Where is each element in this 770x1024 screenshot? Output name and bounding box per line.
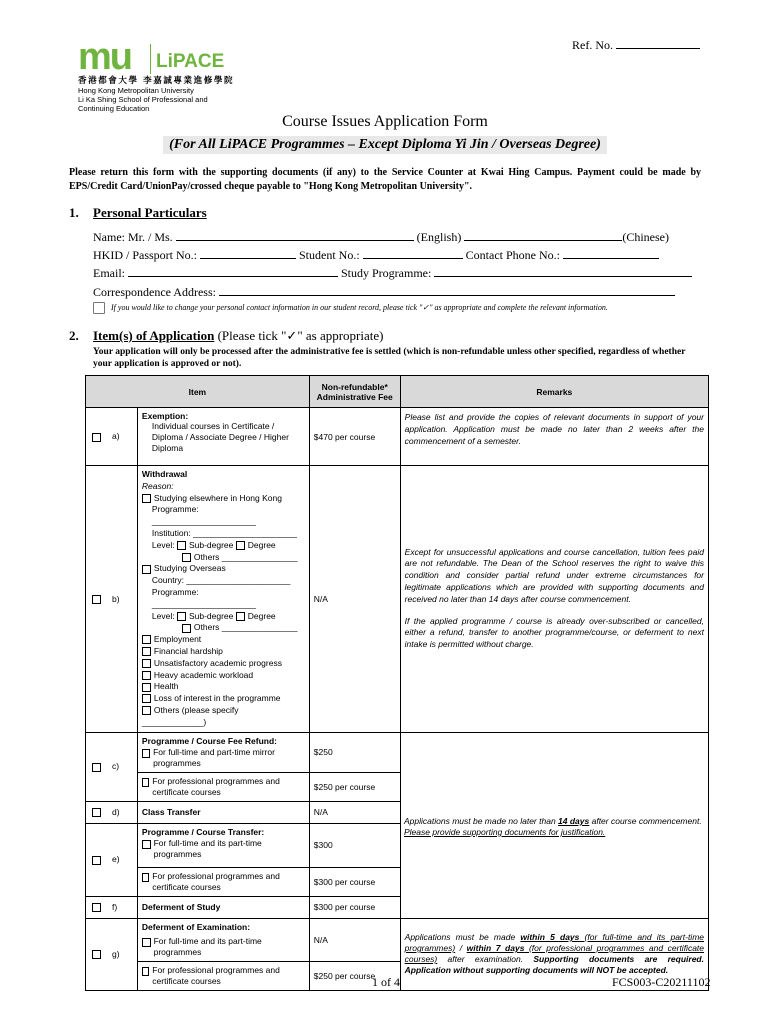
exam-option-checkbox[interactable] [142, 967, 149, 976]
item-d-label: d) [112, 806, 120, 817]
overseas-country-field[interactable]: Country: ______________________ [151, 575, 291, 586]
item-b-remarks-refund: Except for unsuccessful applications and course cancellation, tuition fees paid are not refundable. The Dean of the School reserves the right to waive this condition and consider partial refund under extreme circumstances for legitimate applications which are provided with supporting documents and received no later than 14 days after course commencement. [404, 546, 704, 604]
withdrawal-heading: Withdrawal [141, 469, 188, 479]
header-item: Item [86, 376, 310, 408]
item-e-label: e) [112, 854, 120, 865]
reason-label: Heavy academic workload [153, 669, 254, 680]
overseas-programme-field[interactable]: Programme: ______________________ [151, 586, 256, 609]
level-label: Level: [151, 539, 177, 550]
logo-divider [150, 44, 151, 74]
exemption-desc: Individual courses in Certificate / Diploma / Associate Degree / Higher Diploma [151, 421, 289, 453]
reason-label: Unsatisfactory academic progress [153, 657, 282, 668]
table-row [86, 732, 709, 772]
item-c-label: c) [112, 761, 120, 772]
student-no-label: Student No.: [299, 248, 360, 262]
exam-option-checkbox[interactable] [142, 938, 151, 947]
reason-checkbox[interactable] [142, 565, 151, 574]
item-f-fee: $300 per course [309, 896, 400, 918]
logo-english-line: Li Ka Shing School of Professional and [78, 95, 208, 104]
level-option: Sub-degree [188, 539, 236, 550]
item-d-fee: N/A [309, 801, 400, 823]
student-no-field[interactable] [363, 247, 463, 259]
item-g-remarks: Applications must be made within 5 days (for full-time and its part-time programmes) / within 7 days (for professional programmes and certificate courses) after examination. Supporting documents are required. Application without supporting documents will NOT be accepted. [400, 918, 708, 990]
email-row [93, 265, 692, 281]
reason-checkbox[interactable] [142, 683, 151, 692]
item-a-checkbox[interactable] [92, 433, 101, 442]
transfer-heading: Programme / Course Transfer: [141, 826, 265, 837]
chinese-label: (Chinese) [622, 230, 669, 244]
transfer-option-checkbox[interactable] [142, 840, 151, 849]
name-row [93, 229, 669, 245]
section2-title-suffix: (Please tick "✓" as appropriate) [217, 328, 384, 343]
level-checkbox[interactable] [236, 612, 245, 621]
reference-number [572, 38, 700, 53]
hk-programme-field[interactable]: Programme: ______________________ [151, 504, 256, 527]
reason-label: Studying Overseas [153, 563, 226, 574]
address-row [93, 284, 675, 300]
email-label: Email: [93, 266, 125, 280]
transfer-option-label: For professional programmes and certificate courses [152, 870, 280, 892]
level-checkbox[interactable] [236, 541, 245, 550]
reason-checkbox[interactable] [142, 494, 151, 503]
level-option: Degree [247, 610, 276, 621]
section2-note: Your application will only be processed after the administrative fee is settled (which is non-refundable unless other specified, regardless of whether your application is approved or not). [93, 347, 686, 369]
deferment-exam-heading: Deferment of Examination: [141, 921, 251, 932]
item-b-label: b) [112, 593, 120, 604]
programme-field[interactable] [434, 265, 692, 277]
item-c-fee-2: $250 per course [309, 772, 400, 801]
phone-label: Contact Phone No.: [465, 248, 560, 262]
section2-number: 2. [69, 328, 79, 343]
chinese-name-field[interactable] [464, 229, 622, 241]
reason-checkbox[interactable] [142, 671, 151, 680]
logo-chinese-name: 香港都會大學 李嘉誠專業進修學院 [78, 76, 235, 86]
programme-label: Study Programme: [341, 266, 432, 280]
level-other-field[interactable]: Others ________________ [193, 622, 298, 633]
reason-label: Loss of interest in the programme [153, 693, 281, 704]
item-e-fee-2: $300 per course [309, 867, 400, 896]
item-g-fee-1: N/A [309, 918, 400, 961]
level-checkbox[interactable] [177, 541, 186, 550]
english-label: (English) [416, 230, 462, 244]
item-f-checkbox[interactable] [92, 903, 101, 912]
item-a-label: a) [112, 431, 120, 442]
table-row [86, 466, 709, 733]
refund-option-checkbox[interactable] [142, 778, 149, 787]
contact-change-note-text: If you would like to change your personal contact information in our student record, please tick "✓" as appropriate and complete the relevant information. [111, 302, 608, 312]
item-b-checkbox[interactable] [92, 595, 101, 604]
level-option: Degree [247, 539, 276, 550]
application-items-table [85, 375, 709, 991]
form-code: FCS003-C20211102 [612, 975, 711, 989]
class-transfer-heading: Class Transfer [137, 801, 309, 823]
section1-number: 1. [69, 205, 79, 220]
item-c-fee-1: $250 [309, 732, 400, 772]
item-e-remarks: Applications must be made no later than 14 days after course commencement. Please provide supporting documents for justification. [404, 816, 702, 837]
table-row [86, 408, 709, 466]
page-number: 1 of 4 [372, 975, 400, 989]
item-f-label: f) [112, 901, 118, 912]
reason-label: Studying elsewhere in Hong Kong [153, 492, 282, 503]
withdrawal-reason-label: Reason: [141, 480, 174, 491]
hkid-label: HKID / Passport No.: [93, 248, 197, 262]
lipace-logo-text: LiPACE [156, 51, 225, 72]
section2-heading [93, 328, 383, 344]
reason-checkbox[interactable] [142, 647, 151, 656]
contact-change-checkbox[interactable] [93, 302, 105, 314]
section2-title: Item(s) of Application [93, 328, 215, 343]
level-checkbox[interactable] [182, 553, 191, 562]
email-field[interactable] [128, 265, 338, 277]
name-label: Name: Mr. / Ms. [93, 230, 173, 244]
ref-number-field[interactable] [616, 38, 700, 49]
exam-option-label: For professional programmes and certificate courses [152, 964, 280, 986]
reason-label: Employment [153, 634, 202, 645]
transfer-option-label: For full-time and its part-time programmes [153, 837, 262, 859]
refund-heading: Programme / Course Fee Refund: [141, 735, 278, 746]
intro-instructions: Please return this form with the supporting documents (if any) to the Service Counter at Kwai Hing Campus. Payment could be made by EPS/Credit Card/UnionPay/crossed cheque payable to "Hong Kong Metropolitan University". [69, 167, 701, 192]
item-d-checkbox[interactable] [92, 808, 101, 817]
refund-option-checkbox[interactable] [142, 749, 150, 758]
reason-other-field[interactable]: Others (please specify _____________) [141, 704, 239, 727]
logo-english-line: Hong Kong Metropolitan University [78, 86, 194, 95]
hk-institution-field[interactable]: Institution: ______________________ [151, 527, 298, 538]
refund-option-label: For professional programmes and certificate courses [152, 775, 280, 797]
ref-label: Ref. No. [572, 38, 613, 52]
contact-change-note [93, 302, 608, 314]
address-field[interactable] [219, 284, 675, 296]
level-label: Level: [151, 610, 177, 621]
header-remarks: Remarks [400, 376, 708, 408]
transfer-option-checkbox[interactable] [142, 873, 149, 882]
english-name-field[interactable] [176, 229, 414, 241]
reason-label: Financial hardship [153, 645, 223, 656]
deferment-study-heading: Deferment of Study [137, 896, 309, 918]
id-row [93, 247, 659, 263]
item-c-checkbox[interactable] [92, 763, 101, 772]
level-checkbox[interactable] [177, 612, 186, 621]
item-e-checkbox[interactable] [92, 856, 101, 865]
reason-checkbox[interactable] [142, 694, 151, 703]
item-g-checkbox[interactable] [92, 950, 101, 959]
reason-checkbox[interactable] [142, 659, 151, 668]
address-label: Correspondence Address: [93, 285, 216, 299]
item-b-fee: N/A [309, 466, 400, 733]
item-a-remarks: Please list and provide the copies of relevant documents in support of your application. Application must be made no later than 2 weeks after the commencement of a semester. [400, 408, 708, 466]
section1-title: Personal Particulars [93, 205, 207, 220]
level-other-field[interactable]: Others ________________ [193, 551, 298, 562]
reason-checkbox[interactable] [142, 635, 151, 644]
exemption-heading: Exemption: [141, 411, 189, 421]
refund-option-label: For full-time and part-time mirror programmes [153, 746, 275, 768]
exam-option-label: For full-time and its part-time programmes [153, 935, 262, 957]
item-g-label: g) [112, 948, 120, 959]
reason-checkbox[interactable] [142, 706, 151, 715]
header-fee: Non-refundable* Administrative Fee [309, 376, 400, 408]
item-e-fee-1: $300 [309, 823, 400, 867]
logo-english-name [78, 86, 208, 113]
reason-label: Health [153, 681, 179, 692]
level-checkbox[interactable] [182, 624, 191, 633]
item-g-fee-2: $250 per course [309, 961, 400, 990]
logo-english-line: Continuing Education [78, 104, 150, 113]
university-logo-mark: mu [78, 36, 131, 78]
phone-field[interactable] [563, 247, 659, 259]
level-option: Sub-degree [188, 610, 236, 621]
table-row [86, 918, 709, 961]
item-a-fee: $470 per course [309, 408, 400, 466]
item-b-remarks-transfer: If the applied programme / course is already over-subscribed or cancelled, either a refund, transfer to another programme/course, or deferment to next intake is permitted without charge. [404, 615, 704, 650]
form-title: Course Issues Application Form [282, 113, 488, 130]
hkid-field[interactable] [200, 247, 296, 259]
form-subtitle: (For All LiPACE Programmes – Except Diploma Yi Jin / Overseas Degree) [163, 136, 607, 154]
